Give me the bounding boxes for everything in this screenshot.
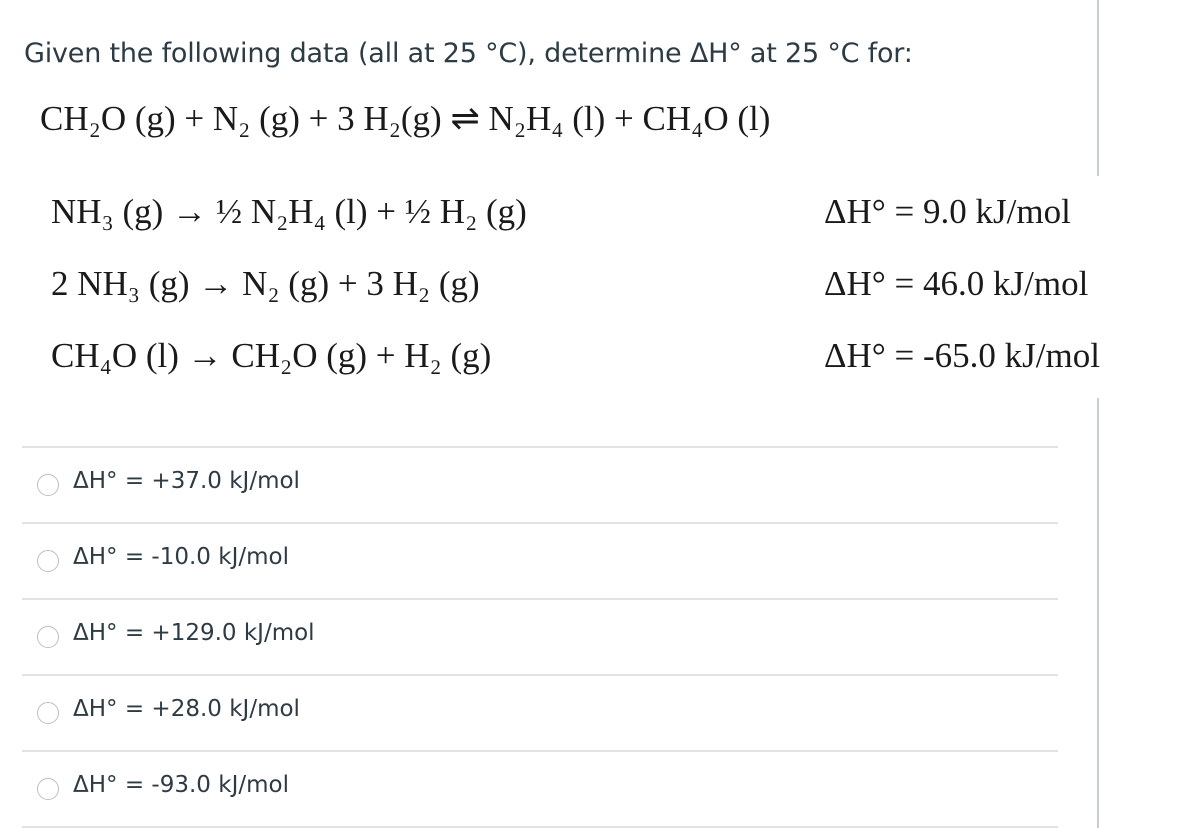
step-enthalpy-1: ΔH° = 9.0 kJ/mol [824,192,1071,231]
content-border-top [1097,0,1099,176]
radio-button[interactable] [37,550,59,572]
step-equation-1: NH₃ (g) → ½ N₂H₄ (l) + ½ H₂ (g) [51,192,527,231]
answer-label: ΔH° = -93.0 kJ/mol [73,772,289,798]
answer-option-4[interactable] [22,674,1058,750]
answer-option-5[interactable] [22,750,1058,828]
step-equation-3: CH₄O (l) → CH₂O (g) + H₂ (g) [51,336,492,375]
answer-label: ΔH° = -10.0 kJ/mol [73,544,289,570]
target-equation: CH₂O (g) + N₂ (g) + 3 H₂(g) ⇌ N₂H₄ (l) + CH₄O (l) [40,99,771,138]
answer-label: ΔH° = +28.0 kJ/mol [73,696,300,722]
answer-option-2[interactable] [22,522,1058,598]
step-enthalpy-2: ΔH° = 46.0 kJ/mol [824,264,1089,303]
step-enthalpy-3: ΔH° = -65.0 kJ/mol [824,336,1100,375]
answer-label: ΔH° = +129.0 kJ/mol [73,620,315,646]
content-border-bottom [1097,398,1099,828]
radio-button[interactable] [37,626,59,648]
answer-option-1[interactable] [22,446,1058,522]
question-prompt: Given the following data (all at 25 °C), determine ΔH° at 25 °C for: [24,38,913,69]
radio-button[interactable] [37,474,59,496]
answer-label: ΔH° = +37.0 kJ/mol [73,468,300,494]
radio-button[interactable] [37,778,59,800]
radio-button[interactable] [37,702,59,724]
answer-option-3[interactable] [22,598,1058,674]
answer-list [22,446,1058,828]
step-equation-2: 2 NH₃ (g) → N₂ (g) + 3 H₂ (g) [51,264,480,303]
